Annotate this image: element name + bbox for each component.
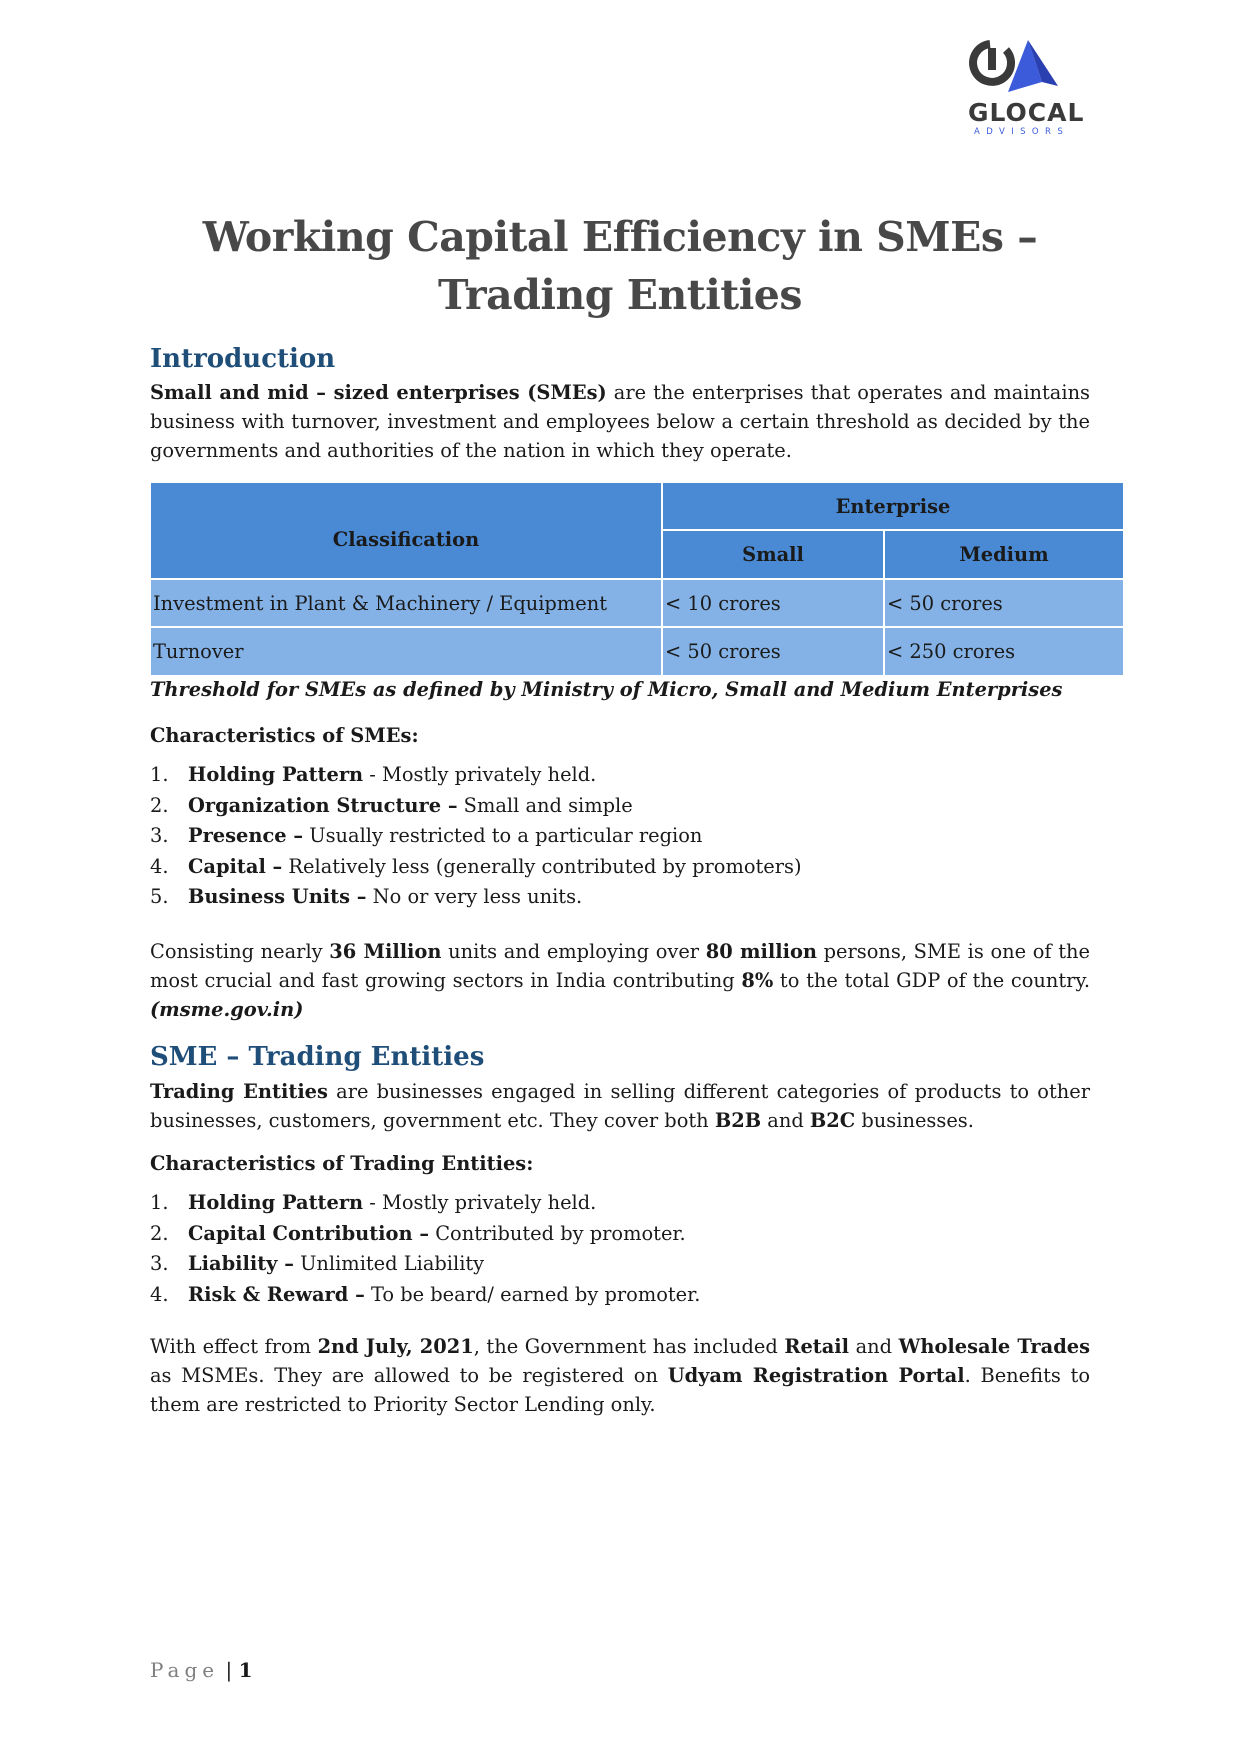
page-number: 1	[238, 1658, 253, 1682]
glocal-logo-mark-icon	[968, 36, 1088, 98]
logo-tagline: ADVISORS	[974, 127, 1070, 137]
list-item: 4. Risk & Reward – To be beard/ earned by promoter.	[150, 1282, 701, 1306]
row-turnover-small: < 50 crores	[662, 627, 884, 676]
list-item: 4. Capital – Relatively less (generally contributed by promoters)	[150, 854, 802, 878]
row-turnover-label: Turnover	[150, 627, 662, 676]
introduction-heading: Introduction	[150, 344, 336, 374]
header-enterprise: Enterprise	[662, 482, 1124, 530]
list-item: 1. Holding Pattern - Mostly privately held.	[150, 763, 597, 786]
page-footer	[150, 1658, 253, 1682]
footer-separator: |	[219, 1658, 239, 1682]
row-investment-medium: < 50 crores	[884, 579, 1124, 627]
sme-threshold-table	[150, 482, 1124, 676]
list-item: 3. Presence – Usually restricted to a particular region	[150, 824, 703, 848]
row-turnover-medium: < 250 crores	[884, 627, 1124, 676]
trading-characteristics-heading: Characteristics of Trading Entities:	[150, 1152, 534, 1175]
document-title	[150, 208, 1090, 324]
trading-entities-paragraph: Trading Entities are businesses engaged in selling different categories of products to other businesses, customers, government etc. They cover both B2B and B2C businesses.	[150, 1080, 1090, 1132]
row-investment-small: < 10 crores	[662, 579, 884, 627]
header-small: Small	[662, 530, 884, 579]
page-label: Page	[150, 1658, 220, 1682]
sme-characteristics-list	[150, 760, 1090, 913]
list-item: 5. Business Units – No or very less units.	[150, 885, 583, 909]
source-citation: (msme.gov.in)	[150, 998, 304, 1021]
list-item: 1. Holding Pattern - Mostly privately held.	[150, 1191, 597, 1214]
introduction-paragraph	[150, 378, 1090, 465]
logo-name: GLOCAL	[968, 98, 1085, 127]
trading-characteristics-list	[150, 1188, 1090, 1310]
msme-inclusion-paragraph: With effect from 2nd July, 2021, the Government has included Retail and Wholesale Trades as MSMEs. They are allowed to be registered on Udyam Registration Portal. Benefits to them are restricted to Priority Sector Lending only.	[150, 1335, 1091, 1416]
list-item: 3. Liability – Unlimited Liability	[150, 1252, 485, 1276]
glocal-logo	[968, 36, 1088, 136]
title-line-1: Working Capital Efficiency in SMEs –	[202, 213, 1038, 261]
header-classification: Classification	[150, 482, 662, 579]
row-investment-label: Investment in Plant & Machinery / Equipment	[150, 579, 662, 627]
sme-term: Small and mid – sized enterprises (SMEs)	[150, 381, 607, 404]
table-caption: Threshold for SMEs as defined by Ministry of Micro, Small and Medium Enterprises	[150, 678, 1063, 701]
sme-statistics-paragraph: Consisting nearly 36 Million units and employing over 80 million persons, SME is one of the most crucial and fast growing sectors in India contributing 8% to the total GDP of the country. (msme.gov.in)	[150, 940, 1091, 1021]
title-line-2: Trading Entities	[438, 271, 802, 319]
list-item: 2. Capital Contribution – Contributed by promoter.	[150, 1221, 686, 1245]
trading-entities-heading: SME – Trading Entities	[150, 1042, 485, 1072]
list-item: 2. Organization Structure – Small and simple	[150, 793, 633, 817]
intro-text: are the enterprises that operates and maintains business with turnover, investment and employees below a certain threshold as decided by the governments and authorities of the nation in which they operate.	[150, 381, 1091, 462]
header-medium: Medium	[884, 530, 1124, 579]
sme-characteristics-heading: Characteristics of SMEs:	[150, 724, 419, 747]
